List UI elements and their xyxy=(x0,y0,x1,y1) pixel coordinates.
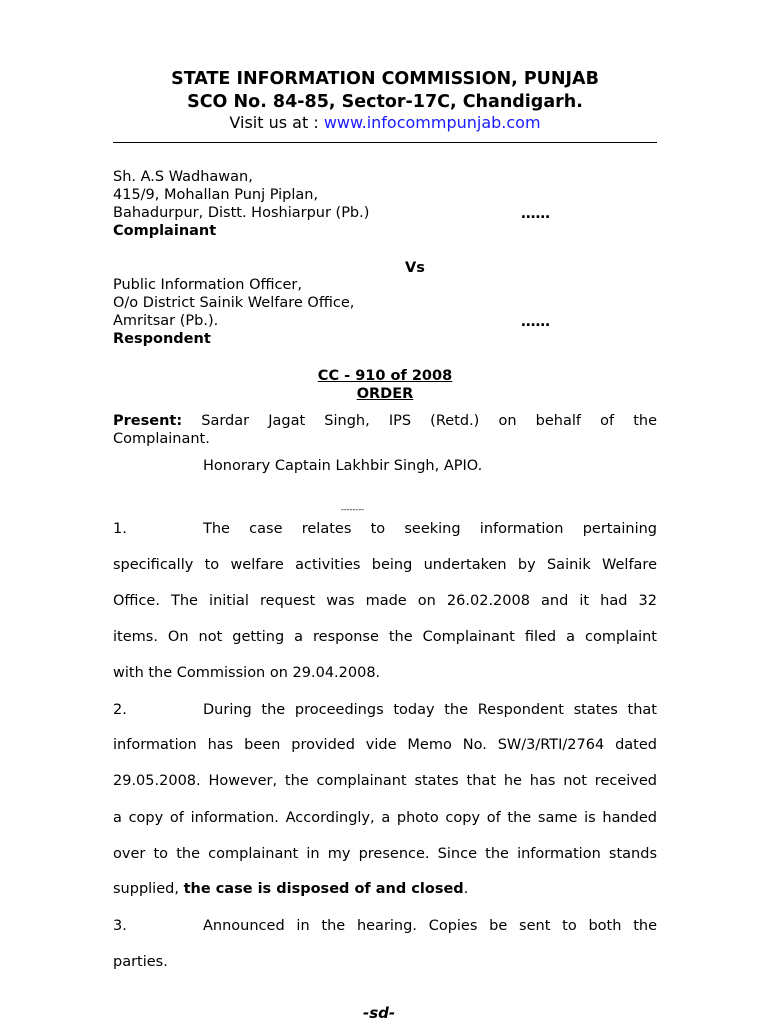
para2-line6-suffix: . xyxy=(463,881,469,897)
present-line xyxy=(113,413,657,429)
para1-line1: The case relates to seeking information pertaining xyxy=(203,521,657,537)
respondent-title: Public Information Officer, xyxy=(113,277,302,293)
commission-address: SCO No. 84-85, Sector-17C, Chandigarh. xyxy=(187,92,583,112)
respondent-office: O/o District Sainik Welfare Office, xyxy=(113,295,355,311)
para1-line3: Office. The initial request was made on 26.02.2008 and it had 32 xyxy=(113,593,657,609)
para2-line3: 29.05.2008. However, the complainant states that he has not received xyxy=(113,773,657,789)
disposal-statement: the case is disposed of and closed xyxy=(183,881,464,897)
present-line-2: Complainant. xyxy=(113,431,210,447)
para3-number: 3. xyxy=(113,918,127,934)
para2-line6 xyxy=(113,881,468,897)
section-separator: -------- xyxy=(341,505,365,514)
para1-line4: items. On not getting a response the Complainant filed a complaint xyxy=(113,629,657,645)
signature: -sd- xyxy=(363,1004,396,1022)
visit-line xyxy=(113,113,657,132)
para1-line5: with the Commission on 29.04.2008. xyxy=(113,665,381,681)
present-text: Sardar Jagat Singh, IPS (Retd.) on behalf of the xyxy=(201,413,657,429)
complainant-dots: …… xyxy=(521,206,550,222)
para1-line2: specifically to welfare activities being undertaken by Sainik Welfare xyxy=(113,557,657,573)
present-label: Present: xyxy=(113,413,183,429)
para2-line1: During the proceedings today the Respondent states that xyxy=(203,702,657,718)
para2-number: 2. xyxy=(113,702,127,718)
para3-line1: Announced in the hearing. Copies be sent to both the xyxy=(203,918,657,934)
visit-prefix: Visit us at : xyxy=(229,113,324,132)
header-divider xyxy=(113,142,657,143)
respondent-role: Respondent xyxy=(113,331,211,347)
website-link[interactable]: www.infocommpunjab.com xyxy=(323,113,541,132)
para1-number: 1. xyxy=(113,521,127,537)
commission-name: STATE INFORMATION COMMISSION, PUNJAB xyxy=(171,69,599,89)
para2-line5: over to the complainant in my presence. Since the information stands xyxy=(113,846,657,862)
case-number: CC - 910 of 2008 xyxy=(317,368,453,384)
present-apio: Honorary Captain Lakhbir Singh, APIO. xyxy=(203,458,483,474)
para2-line4: a copy of information. Accordingly, a photo copy of the same is handed xyxy=(113,810,657,826)
para2-line6-prefix: supplied, xyxy=(113,881,184,897)
complainant-role: Complainant xyxy=(113,223,217,239)
versus-label: Vs xyxy=(405,260,425,276)
para3-line2: parties. xyxy=(113,954,168,970)
para2-line2: information has been provided vide Memo No. SW/3/RTI/2764 dated xyxy=(113,737,657,753)
complainant-address-1: 415/9, Mohallan Punj Piplan, xyxy=(113,187,319,203)
complainant-address-2: Bahadurpur, Distt. Hoshiarpur (Pb.) xyxy=(113,205,370,221)
complainant-name: Sh. A.S Wadhawan, xyxy=(113,169,253,185)
respondent-location: Amritsar (Pb.). xyxy=(113,313,219,329)
order-heading: ORDER xyxy=(356,386,414,402)
respondent-dots: …… xyxy=(521,314,550,330)
